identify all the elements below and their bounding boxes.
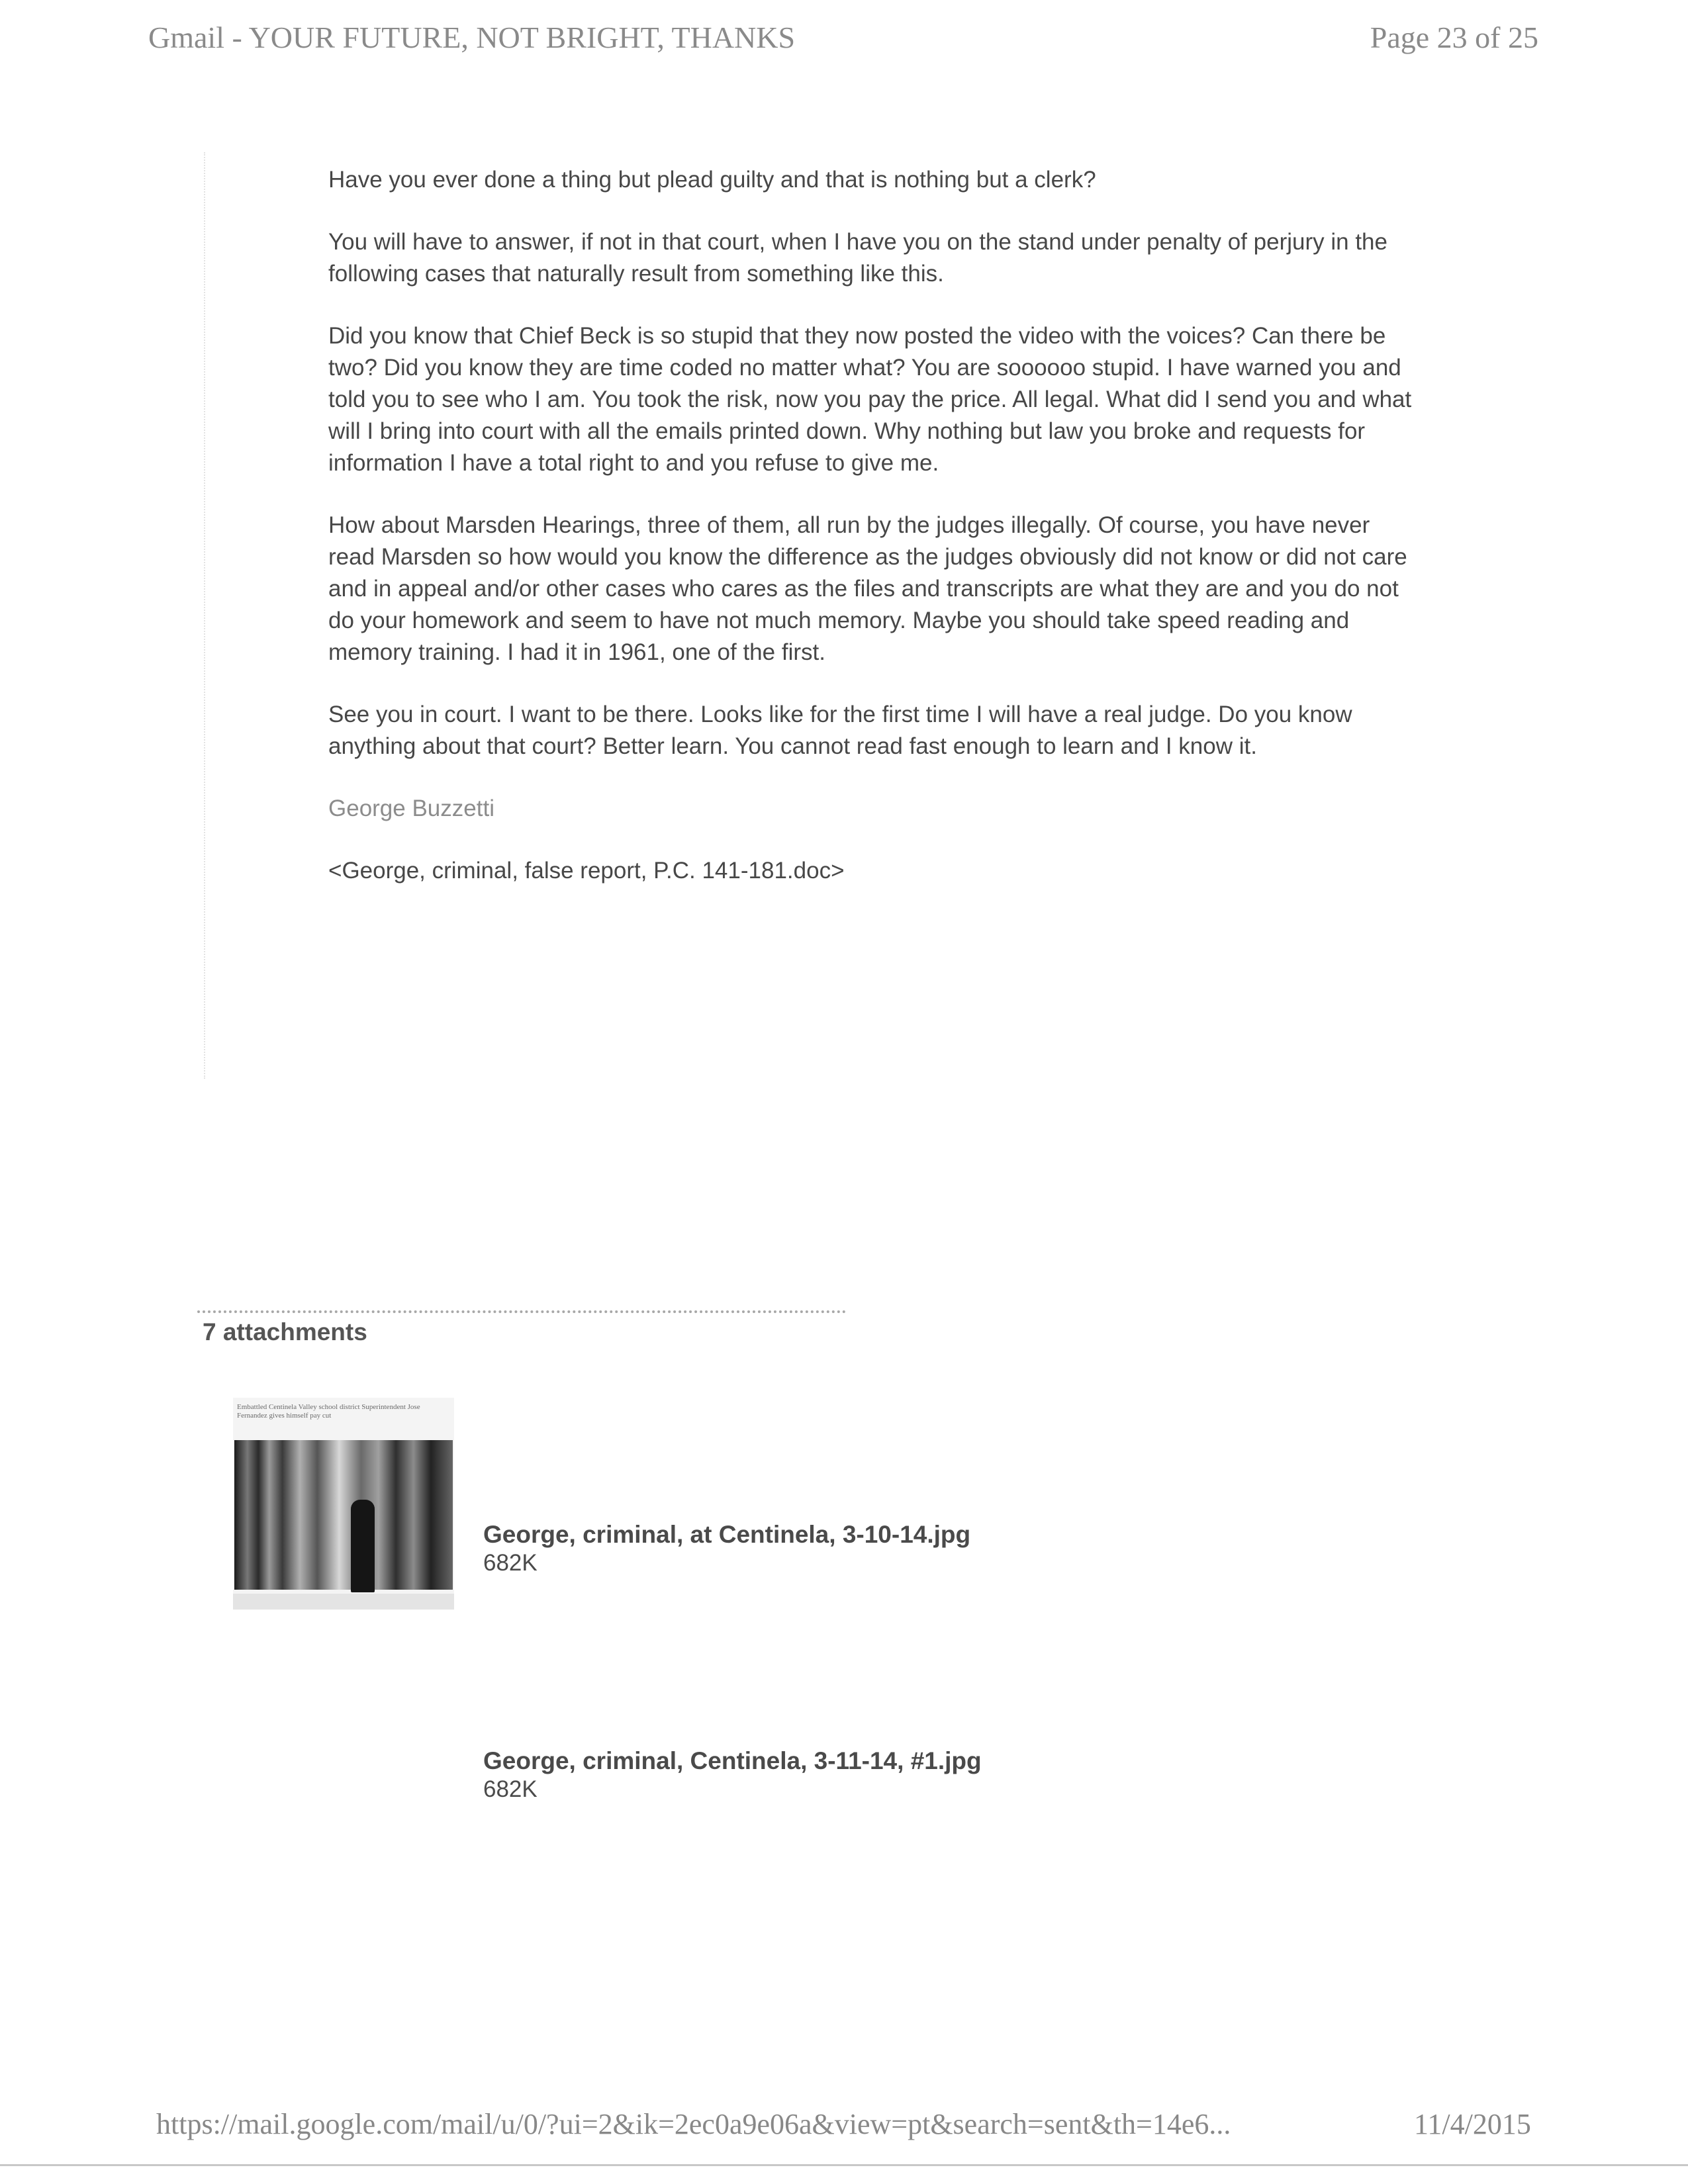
footer-date: 11/4/2015 [1414, 2108, 1531, 2140]
quoted-text-rule [204, 152, 205, 1079]
thumbnail-caption: Embattled Centinela Valley school district Superintendent Jose Fernandez gives himself pay cut [237, 1403, 420, 1420]
message-paragraph: You will have to answer, if not in that court, when I have you on the stand under penalty of perjury in the following cases that naturally result from something like this. [328, 229, 1387, 287]
message-body [328, 164, 1414, 917]
message-paragraph: See you in court. I want to be there. Looks like for the first time I will have a real judge. Do you know anything about that court? Better learn. You cannot read fast enough to learn and I know it. [328, 702, 1352, 759]
page-number: Page 23 of 25 [1370, 21, 1538, 54]
thumbnail-figure [351, 1500, 375, 1592]
attachment-thumbnail[interactable] [233, 1398, 454, 1610]
print-header [148, 20, 1538, 60]
footer-url: https://mail.google.com/mail/u/0/?ui=2&ik=2ec0a9e06a&view=pt&search=sent&th=14e6... [156, 2108, 1231, 2140]
attachment-size: 682K [483, 1550, 538, 1576]
attachments-count: 7 attachments [203, 1318, 367, 1345]
attachment-size: 682K [483, 1776, 538, 1802]
print-header-title: Gmail - YOUR FUTURE, NOT BRIGHT, THANKS [148, 21, 796, 54]
message-paragraph: Have you ever done a thing but plead guilty and that is nothing but a clerk? [328, 167, 1096, 193]
attachment-name[interactable]: George, criminal, Centinela, 3-11-14, #1.jpg [483, 1747, 982, 1774]
attachments-divider [197, 1310, 846, 1313]
attachment-name[interactable]: George, criminal, at Centinela, 3-10-14.jpg [483, 1521, 971, 1548]
inline-attachment-reference: <George, criminal, false report, P.C. 141-181.doc> [328, 858, 845, 884]
page-edge [0, 2164, 1688, 2166]
message-paragraph: Did you know that Chief Beck is so stupid that they now posted the video with the voices? Can there be two? Did you know they are time coded no matter what? You are soooooo stupid. I have warned you and told you to see who I am. You took the risk, now you pay the price. All legal. What did I send you and what will I bring into court with all the emails printed down. Why nothing but law you broke and requests for information I have a total right to and you refuse to give me. [328, 323, 1412, 476]
message-paragraph: How about Marsden Hearings, three of them, all run by the judges illegally. Of course, you have never read Marsden so how would you know the difference as the judges obviously did not know or did not care and in appeal and/or other cases who cares as the files and transcripts are what they are and you do not do your homework and seem to have not much memory. Maybe you should take speed reading and memory training. I had it in 1961, one of the first. [328, 512, 1407, 665]
signature: George Buzzetti [328, 796, 494, 821]
thumbnail-footer [233, 1594, 454, 1610]
print-footer [156, 2107, 1546, 2147]
thumbnail-photo [234, 1440, 453, 1590]
